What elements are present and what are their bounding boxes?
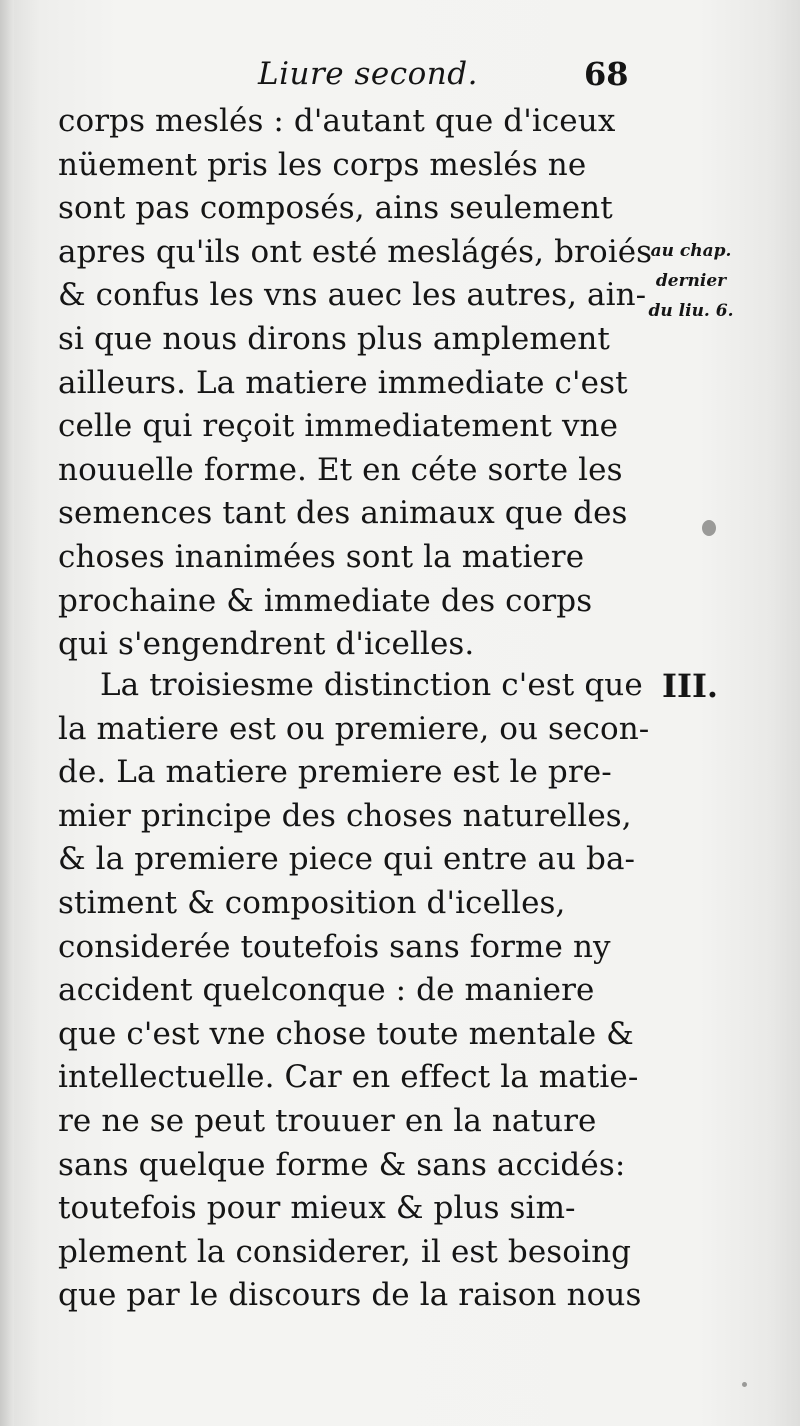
text-line: celle qui reçoit immediatement vne [58,408,619,445]
paper-speck [742,1382,747,1387]
text-line: La troisiesme distinction c'est que [100,667,643,703]
text-line: ailleurs. La matiere immediate c'est [58,364,628,401]
text-line: prochaine & immediate des corps [58,582,593,619]
text-line: nüement pris les corps meslés ne [58,146,587,183]
page-number: 68 [584,55,629,93]
text-line: accident quelconque : de maniere [58,972,595,1009]
running-title: Liure second. [258,56,478,92]
text-line: sont pas composés, ains seulement [58,190,613,227]
text-line: choses inanimées sont la matiere [58,538,585,575]
page-header [0,52,800,100]
text-line: corps meslés : d'autant que d'iceux [58,103,616,139]
text-line: plement la considerer, il est besoing [58,1233,632,1270]
paper-speck [702,520,716,536]
text-line: mier principe des choses naturelles, [58,797,632,834]
text-line: apres qu'ils ont esté meslágés, broiés [58,233,653,270]
text-line: considerée toutefois sans forme ny [58,928,611,965]
text-line: sans quelque forme & sans accidés: [58,1146,626,1183]
text-line: & confus les vns auec les autres, ain- [58,277,647,314]
text-line: toutefois pour mieux & plus sim- [58,1190,576,1227]
margin-note-line: du liu. 6. [648,301,734,321]
text-line: stiment & composition d'icelles, [58,884,566,921]
text-line: la matiere est ou premiere, ou secon- [58,710,650,747]
text-line: semences tant des animaux que des [58,495,628,532]
text-line: que c'est vne chose toute mentale & [58,1015,634,1052]
text-line: de. La matiere premiere est le pre- [58,754,612,791]
page-gutter-shadow [0,0,14,1426]
margin-note-line: au chap. [650,241,732,261]
text-line: intellectuelle. Car en effect la matie- [58,1059,639,1096]
paragraph-two [58,664,658,1318]
paragraph-one [58,100,653,667]
text-line: nouuelle forme. Et en céte sorte les [58,451,623,488]
text-line: qui s'engendrent d'icelles. [58,626,475,663]
text-line: re ne se peut trouuer en la nature [58,1102,597,1139]
text-line: & la premiere piece qui entre au ba- [58,841,636,878]
margin-note-line: dernier [655,271,727,291]
section-number-marker: III. [662,667,719,705]
text-line: que par le discours de la raison nous [58,1277,642,1314]
text-line: si que nous dirons plus amplement [58,320,610,357]
marginal-reference [636,236,746,326]
